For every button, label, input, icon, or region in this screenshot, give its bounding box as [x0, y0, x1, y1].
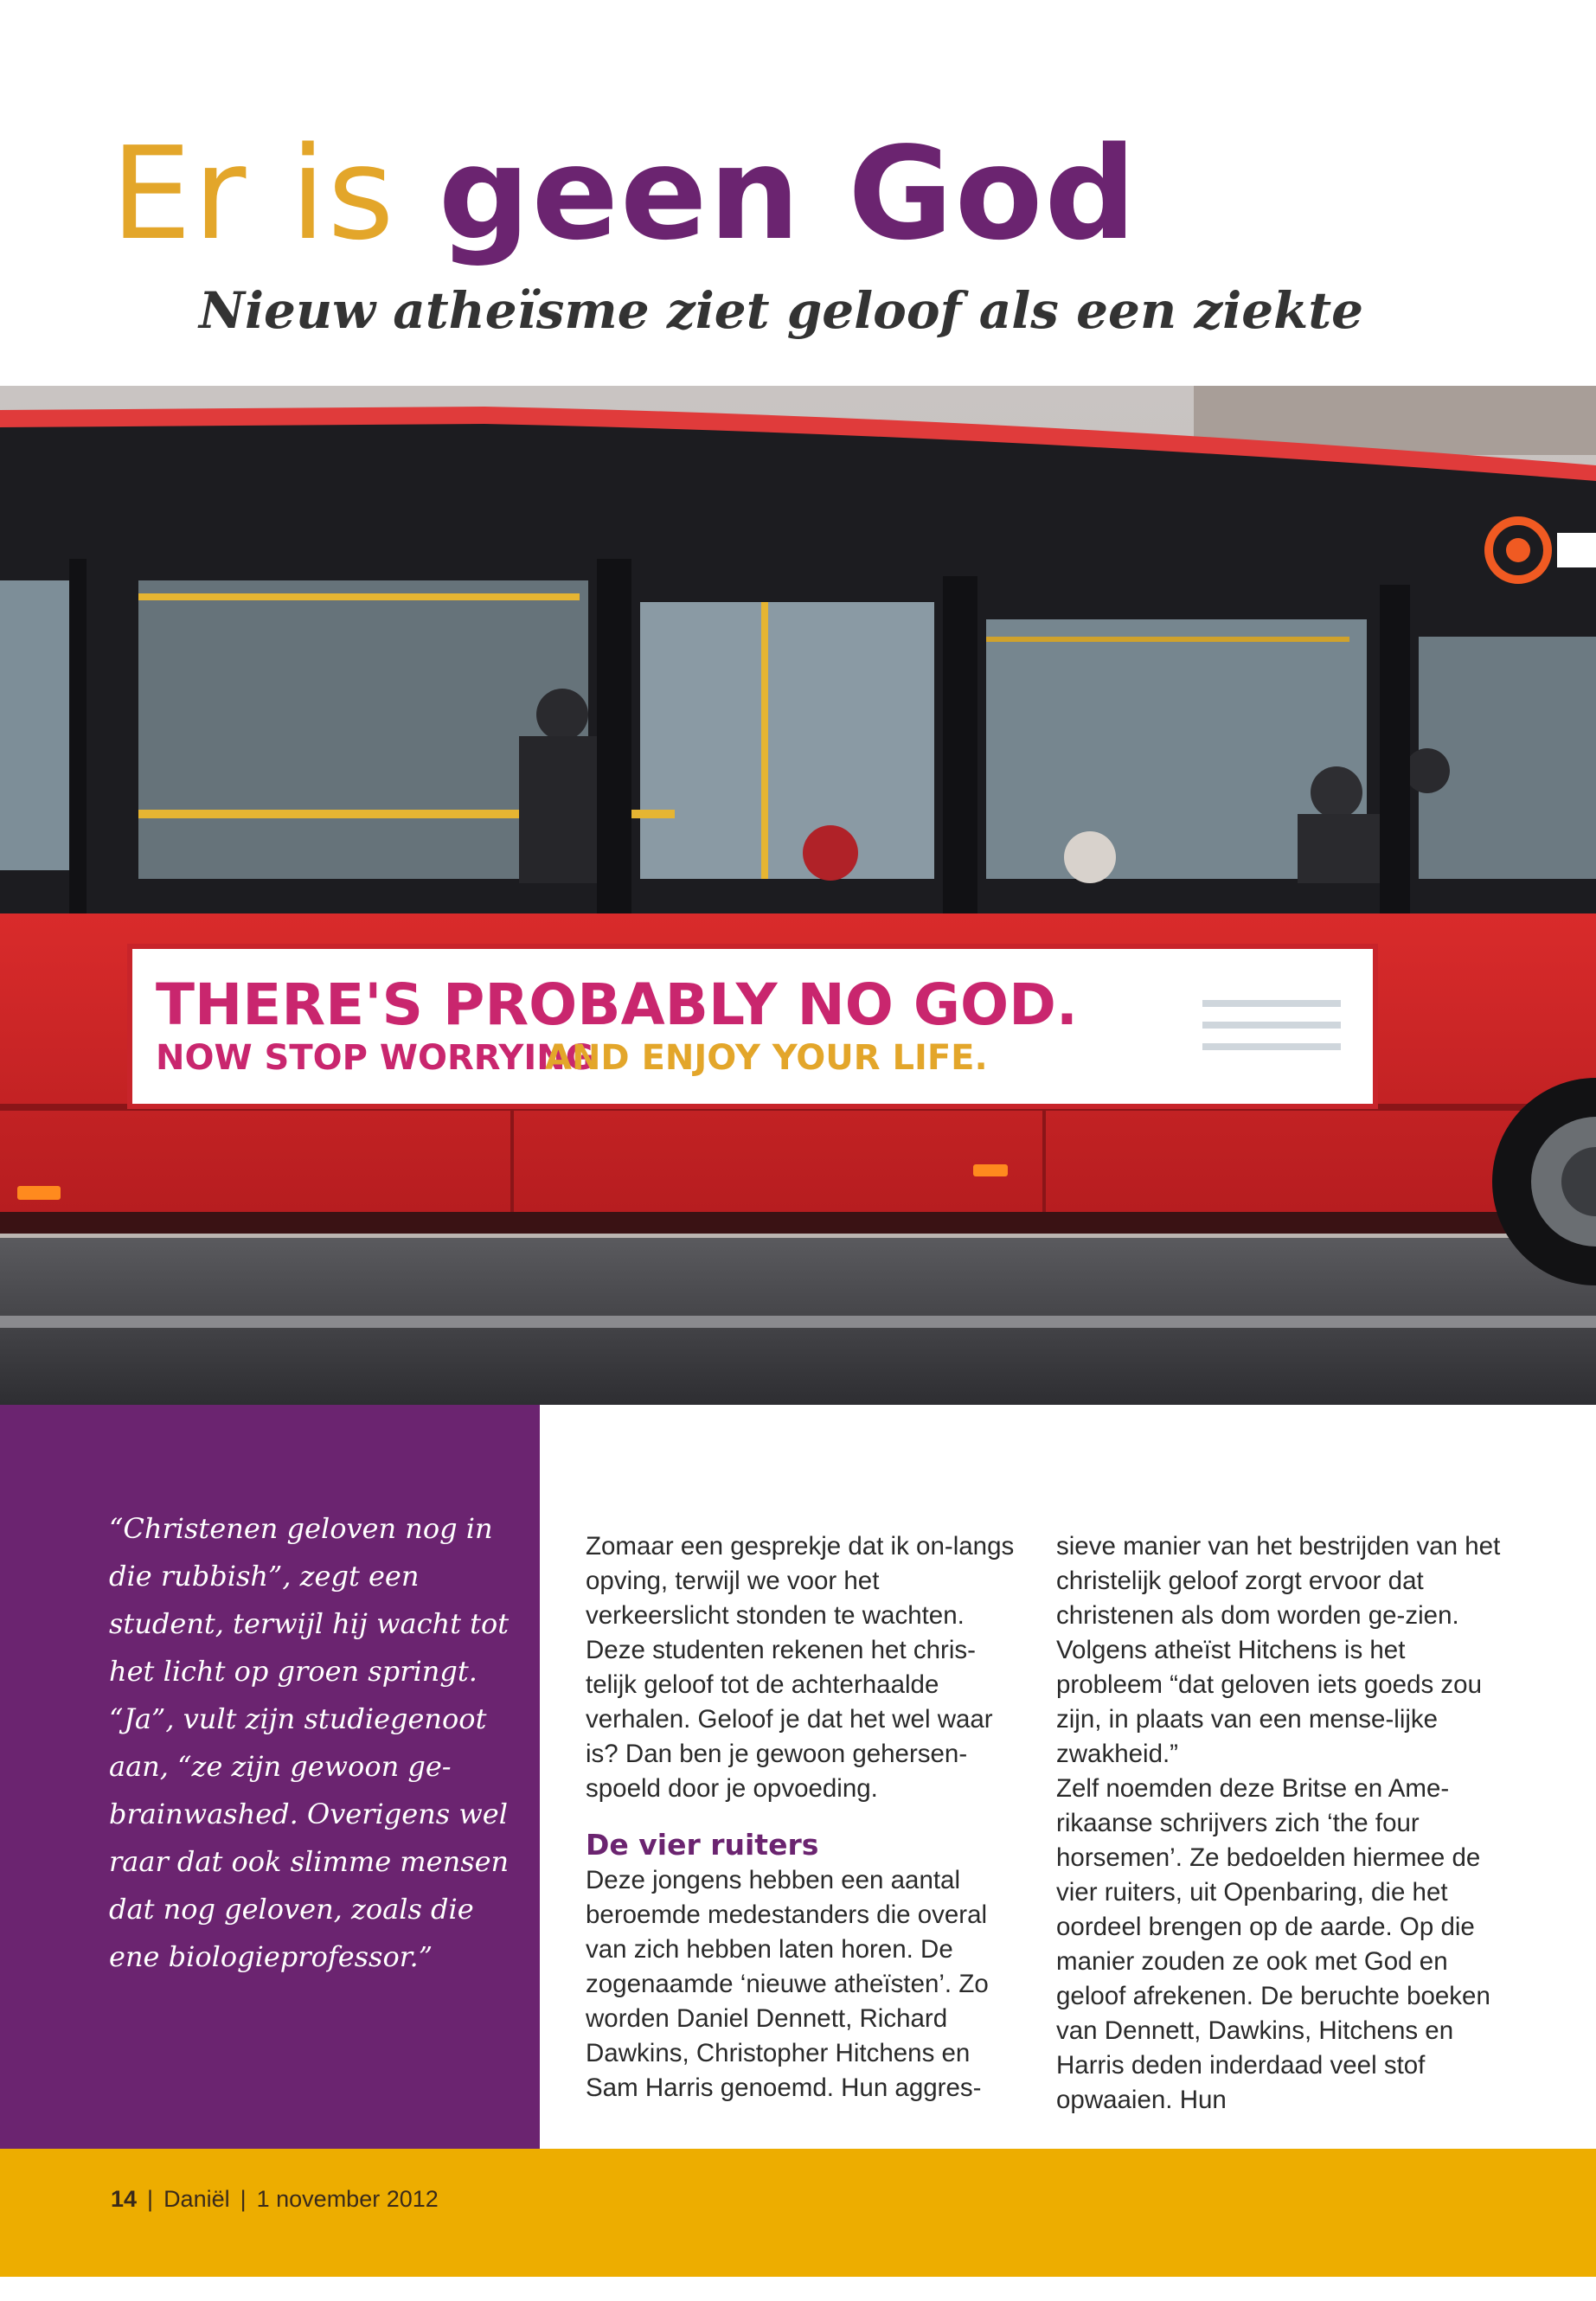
- ad-line-2a: NOW STOP WORRYING: [156, 1038, 594, 1078]
- publication-date: 1 november 2012: [256, 2186, 439, 2212]
- pull-quote: “Christenen geloven nog in die rubbish”, zegt een student, terwijl hij wacht tot het licht op groen springt. “Ja”, vult zijn studiegenoot aan, “ze zijn gewoon ge-brainwashed. Overigens wel raar dat ook slimme mensen dat nog geloven, zoals die ene biologieprofessor.”: [109, 1512, 510, 1973]
- ad-line-1: THERE'S PROBABLY NO GOD.: [156, 971, 1078, 1038]
- title-part-1: Er is: [111, 119, 396, 268]
- page-number: 14: [111, 2186, 138, 2212]
- bus-photo: [0, 386, 1596, 1405]
- paragraph-2: Deze jongens hebben een aantal beroemde medestanders die overal van zich hebben laten horen. De zogenaamde ‘nieuwe atheïsten’. Zo worden Daniel Dennett, Richard Dawkins, Christopher Hitchens en Sam Harris genoemd. Hun aggres-: [586, 1866, 989, 2102]
- paragraph-3: sieve manier van het bestrijden van het christelijk geloof zorgt ervoor dat christenen als dom worden ge-zien. Volgens atheïst Hitchens is het probleem “dat geloven iets goeds zou zijn, in plaats van een mense-lijke zwakheid.”: [1056, 1532, 1501, 1768]
- publication-name: Daniël: [163, 2186, 230, 2212]
- section-heading: De vier ruiters: [586, 1828, 819, 1862]
- footer-info: [111, 2186, 439, 2213]
- body-column-1: [586, 1529, 1018, 2106]
- footer-bar: [0, 2149, 1596, 2277]
- footer-separator: |: [240, 2186, 247, 2212]
- paragraph-4: Zelf noemden deze Britse en Ame-rikaanse schrijvers zich ‘the four horsemen’. Ze bedoelden hiermee de vier ruiters, uit Openbaring, die het oordeel brengen op de aarde. Op die manier zouden ze ook met God en geloof afrekenen. De beruchte boeken van Dennett, Dawkins, Hitchens en Harris deden inderdaad veel stof opwaaien. Hun: [1056, 1774, 1490, 2114]
- body-column-2: [1056, 1529, 1506, 2118]
- title-part-2: geen God: [438, 119, 1138, 268]
- footer-separator: |: [147, 2186, 154, 2212]
- page-title: [111, 119, 1138, 268]
- ad-line-2b: AND ENJOY YOUR LIFE.: [545, 1038, 988, 1078]
- page-subtitle: Nieuw atheïsme ziet geloof als een ziekte: [199, 281, 1364, 340]
- paragraph-1: Zomaar een gesprekje dat ik on-langs opving, terwijl we voor het verkeerslicht stonden te wachten. Deze studenten rekenen het chris-telijk geloof tot de achterhaalde verhalen. Geloof je dat het wel waar is? Dan ben je gewoon gehersen-spoeld door je opvoeding.: [586, 1532, 1015, 1803]
